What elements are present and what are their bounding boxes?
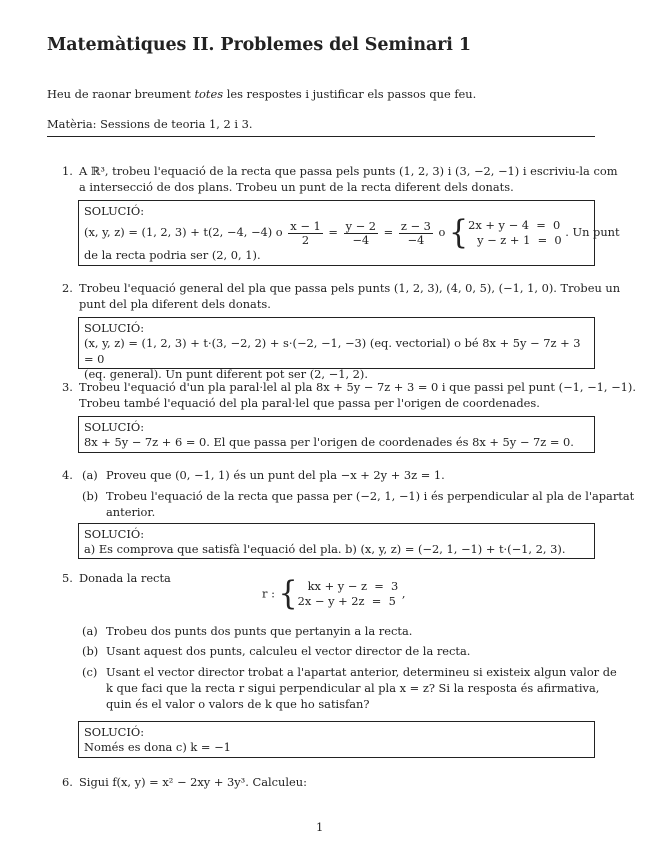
problem-text-line: a intersecció de dos plans. Trobeu un punt de la recta diferent dels donats.	[79, 180, 514, 194]
numerator: x − 1	[290, 218, 321, 233]
vector-equation: (x, y, z) = (1, 2, 3) + t(2, −4, −4) o	[84, 225, 283, 239]
subpart-text: Proveu que (0, −1, 1) és un punt del pla −x + 2y + 3z = 1.	[106, 468, 445, 482]
solution-equation	[84, 213, 620, 252]
solution-label: SOLUCIÓ:	[84, 420, 145, 434]
subpart-label: (a)	[82, 624, 98, 638]
subpart-label: (b)	[82, 489, 99, 503]
system-row: 2x + y − 4 = 0	[468, 218, 561, 232]
page-number: 1	[316, 820, 324, 834]
denominator: −4	[407, 232, 425, 247]
problem-text-line: Trobeu també l'equació del pla paral·lel que passa per l'origen de coordenades.	[79, 396, 540, 410]
solution-label: SOLUCIÓ:	[84, 204, 145, 218]
subpart-label: (a)	[82, 468, 98, 482]
denominator: 2	[301, 232, 310, 247]
instructions	[47, 87, 476, 102]
problem-number: 1.	[62, 164, 73, 178]
problem-number: 6.	[62, 775, 73, 789]
system-row: kx + y − z = 3	[307, 579, 399, 593]
solution-box	[78, 200, 620, 266]
system-row: 2x − y + 2z = 5	[297, 594, 396, 608]
problem-number: 4.	[62, 468, 73, 482]
solution-label: SOLUCIÓ:	[84, 321, 145, 335]
solution-tail: . Un punt	[565, 225, 620, 239]
subpart-text: Usant el vector director trobat a l'apartat anterior, determineu si existeix algun valor de	[106, 665, 617, 679]
instructions-emphasis: totes	[194, 87, 224, 101]
solution-label: SOLUCIÓ:	[84, 725, 145, 739]
equation-system	[468, 218, 562, 248]
subpart-label: (c)	[82, 665, 98, 679]
instructions-after: les respostes i justificar els passos que feu.	[223, 87, 477, 101]
left-brace-icon: {	[448, 213, 469, 252]
instructions-before: Heu de raonar breument	[47, 87, 195, 101]
header-divider	[47, 136, 595, 137]
subpart-text: Usant aquest dos punts, calculeu el vector director de la recta.	[106, 644, 471, 658]
subpart-text: anterior.	[106, 505, 156, 519]
subpart-text: quin és el valor o valors de k que ho satisfan?	[106, 697, 370, 711]
or-word: o	[438, 225, 446, 239]
solution-box	[78, 721, 595, 758]
solution-box	[78, 523, 595, 559]
problem-text-line: punt del pla diferent dels donats.	[79, 297, 271, 311]
solution-text-line: (eq. general). Un punt diferent pot ser (2, −1, 2).	[84, 367, 368, 382]
fraction-x	[288, 220, 322, 247]
solution-text-line: 8x + 5y − 7z + 6 = 0. El que passa per l'origen de coordenades és 8x + 5y − 7z = 0.	[84, 435, 574, 450]
equation-system	[298, 579, 399, 609]
solution-text-line: (x, y, z) = (1, 2, 3) + t·(3, −2, 2) + s·(−2, −1, −3) (eq. vectorial) o bé 8x + 5y − 7z + 3 = 0	[84, 336, 581, 366]
numerator: z − 3	[400, 218, 431, 233]
equals-sign: =	[383, 225, 394, 239]
solution-text-line: Només es dona c) k = −1	[84, 740, 231, 755]
solution-box	[78, 317, 595, 382]
problem-text-line: A ℝ³, trobeu l'equació de la recta que passa pels punts (1, 2, 3) i (3, −2, −1) i escriviu-la com	[79, 164, 618, 178]
solution-text-line: de la recta podria ser (2, 0, 1).	[84, 248, 261, 262]
equals-sign: =	[328, 225, 338, 239]
denominator: −4	[352, 232, 370, 247]
subpart-text: Trobeu dos punts dos punts que pertanyin a la recta.	[106, 624, 413, 638]
subpart-text: k que faci que la recta r sigui perpendicular al pla x = z? Si la resposta és afirmativa,	[106, 681, 600, 695]
problem-text-line: Trobeu l'equació d'un pla paral·lel al pla 8x + 5y − 7z + 3 = 0 i que passi pel punt (−1, −1, −1).	[79, 380, 636, 394]
fraction-z	[399, 220, 433, 247]
subpart-text: Trobeu l'equació de la recta que passa per (−2, 1, −1) i és perpendicular al pla de l'apartat	[106, 489, 635, 503]
system-row: y − z + 1 = 0	[477, 233, 562, 247]
problem-number: 2.	[62, 281, 73, 295]
problem-number: 5.	[62, 571, 73, 585]
solution-label: SOLUCIÓ:	[84, 527, 145, 541]
numerator: y − 2	[345, 218, 377, 233]
solution-box	[78, 416, 595, 453]
subpart-label: (b)	[82, 644, 99, 658]
problem-text-line: Donada la recta	[79, 571, 171, 585]
problem-text-line: Sigui f(x, y) = x² − 2xy + 3y³. Calculeu:	[79, 775, 307, 789]
fraction-y	[344, 220, 378, 247]
problem-number: 3.	[62, 380, 73, 394]
page-title: Matemàtiques II. Problemes del Seminari 1	[47, 35, 471, 55]
line-system	[262, 574, 406, 613]
left-brace-icon: {	[278, 574, 298, 613]
solution-text-line: a) Es comprova que satisfà l'equació del pla. b) (x, y, z) = (−2, 1, −1) + t·(−1, 2, 3).	[84, 542, 566, 557]
system-comma: ,	[401, 586, 406, 601]
line-label: r :	[262, 586, 275, 601]
subject-matter: Matèria: Sessions de teoria 1, 2 i 3.	[47, 117, 253, 131]
problem-text-line: Trobeu l'equació general del pla que passa pels punts (1, 2, 3), (4, 0, 5), (−1, 1, 0). Trobeu un	[79, 281, 621, 295]
